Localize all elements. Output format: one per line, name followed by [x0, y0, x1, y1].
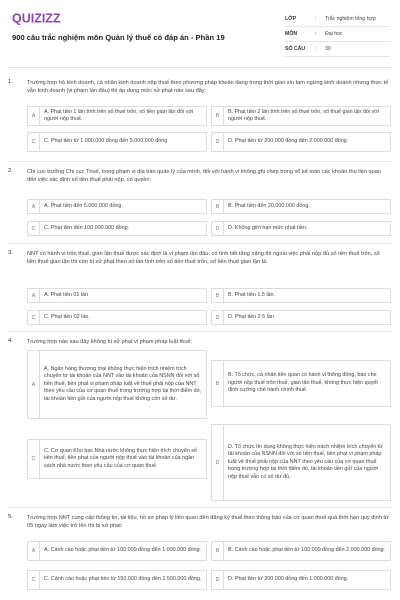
- question-divider: [8, 161, 392, 162]
- header: [0, 0, 400, 62]
- option-text: D. Phạt tiền từ 200.000 đồng đến 2.000.000 đồng: [228, 138, 347, 145]
- quizizz-logo: [12, 10, 64, 26]
- question-text: Trường hợp nào sau đây không bị xử phạt vi phạm pháp luật thuế:: [27, 339, 193, 345]
- question-1: [8, 79, 392, 157]
- option-text: B. Cảnh cáo hoặc phạt tiền từ 100.000 đồng đến 2.000.000 đồng.: [228, 547, 386, 554]
- option-a[interactable]: [27, 350, 207, 419]
- meta-separator: :: [315, 16, 317, 22]
- option-letter: A: [28, 200, 40, 213]
- option-letter: C: [28, 440, 40, 478]
- option-text: A. Ngân hàng thương mại không thực hiện trích nhiệm trích chuyển từ tài khoản của NNT vào tài khoản của NSNN đối với số tiền thuế, tiền phạt vi phạm pháp luật về thuế phải nộp của NNT theo yêu cầu của cơ quan thuế trong trường hợp tại thời điểm đó, tài khoản tiền gửi của người nộp thuế không còn số dư.: [44, 365, 202, 402]
- option-text: A. Phạt tiền 01 lần: [44, 291, 89, 298]
- option-text: C. Cảnh cáo hoặc phạt tiền từ 150.000 đồng đến 1.500.000 đồng.: [44, 576, 202, 583]
- option-d[interactable]: [211, 570, 391, 590]
- option-letter: C: [28, 571, 40, 589]
- option-d[interactable]: [211, 221, 391, 236]
- meta-value: 30: [325, 46, 331, 52]
- option-letter: D: [212, 425, 224, 500]
- question-divider: [8, 331, 392, 332]
- option-text: B. Phạt tiền 1.5 lần.: [228, 291, 276, 298]
- option-letter: B: [212, 289, 224, 302]
- option-a[interactable]: [27, 288, 207, 303]
- option-letter: C: [28, 133, 40, 151]
- option-letter: B: [212, 107, 224, 125]
- option-a[interactable]: [27, 199, 207, 214]
- question-text: Trường hợp NNT cung cấp thông tin, tài liệu, hồ sơ pháp lý liên quan đến đăng ký thuế theo thông báo của cơ quan thuế quá thời hạn quy định từ 05 ngày làm việc trở lên thì bị xử phạt:: [27, 515, 389, 530]
- option-b[interactable]: [211, 288, 391, 303]
- meta-row-count: [285, 42, 390, 57]
- question-divider: [8, 243, 392, 244]
- option-b[interactable]: [211, 199, 391, 214]
- option-text: C. Phạt tiền 02 lần.: [44, 313, 90, 320]
- option-text: C. Phạt tiền đến 100.000.000 đồng.: [44, 224, 130, 231]
- option-letter: D: [212, 133, 224, 151]
- option-text: A. Phạt tiền đến 5.000.000 đồng.: [44, 202, 123, 209]
- option-letter: D: [212, 222, 224, 235]
- option-text: D. Không giới hạn mức phạt tiền.: [228, 224, 308, 231]
- question-number: 4.: [8, 338, 13, 344]
- option-c[interactable]: [27, 439, 207, 479]
- option-letter: D: [212, 311, 224, 324]
- meta-row-subject: [285, 27, 390, 42]
- meta-label: MÔN: [285, 31, 298, 37]
- option-b[interactable]: [211, 106, 391, 126]
- option-letter: B: [212, 361, 224, 406]
- option-letter: C: [28, 222, 40, 235]
- question-number: 5.: [8, 514, 13, 520]
- option-c[interactable]: [27, 310, 207, 325]
- question-number: 1.: [8, 79, 13, 85]
- meta-label: LỚP: [285, 16, 297, 22]
- option-letter: A: [28, 107, 40, 125]
- option-letter: A: [28, 289, 40, 302]
- option-text: B. Phạt tiền 2 lần tính trên số thuế trốn, số thuế gian lận đối với người nộp thuế.: [228, 108, 379, 122]
- option-d[interactable]: [211, 132, 391, 152]
- header-divider: [8, 67, 392, 68]
- option-letter: B: [212, 542, 224, 560]
- meta-label: SỐ CÂU: [285, 46, 306, 52]
- option-letter: D: [212, 571, 224, 589]
- option-a[interactable]: [27, 541, 207, 561]
- option-text: D. Tổ chức tín dụng không thực hiện trách nhiệm trích chuyển từ tài khoản của NSNN đối với số tiền thuế, tiền phạt vi phạm pháp luật về thuế phải nộp của NNT theo yêu cầu của cơ quan thuế trong trường hợp tại thời điểm đó, tài khoản tiền gửi của người nộp thuế vẫn có số dư đủ.: [228, 443, 383, 480]
- option-text: A. Cảnh cáo hoặc phạt tiền từ 100.000 đồng đến 1.000.000 đồng.: [44, 547, 202, 554]
- meta-separator: :: [315, 31, 317, 37]
- option-c[interactable]: [27, 221, 207, 236]
- question-text: NNT có hành vi trốn thuế, gian lận thuế được xác định là vi phạm lần đầu, có tình tiết tăng nặng thì ngoài việc phải nộp đủ số tiền thuế trốn, số tiền thuế gian lận thì còn bị xử phạt theo số lần tính trên số tiền thuế trốn, số tiền thuế gian lận là:: [27, 251, 380, 266]
- svg-text:QUIZIZZ: QUIZIZZ: [12, 11, 61, 26]
- question-text: Chi cục trưởng Chi cục Thuế, trong phạm vi địa bàn quản lý của mình, đối với hành vi không ghi chép trong sổ kế toán các khoản thu liên quan đến việc xác định số tiền thuế phải nộp, có quyền:: [27, 169, 381, 184]
- option-text: C. Cơ quan Kho bạc Nhà nước không thực hiện trích chuyển số tiền thuế, tiền phạt của người nộp thuế vào tài khoản của ngân sách nhà nước theo yêu cầu của cơ quan thuế.: [44, 447, 198, 469]
- meta-separator: :: [315, 46, 317, 52]
- option-text: C. Phạt tiền từ 1.000.000 đồng đến 5.000.000 đồng: [44, 138, 168, 145]
- question-divider: [8, 507, 392, 508]
- meta-row-class: [285, 12, 390, 27]
- option-d[interactable]: [211, 310, 391, 325]
- option-text: B. Tổ chức, cá nhân liên quan có hành vi thông đồng, bao che người nộp thuế trốn thuế, gian lận thuế, không thực hiện quyết định cưỡng chế hành chính thuế.: [228, 372, 378, 394]
- question-5: [8, 514, 392, 598]
- question-4: [8, 338, 392, 506]
- option-text: B. Phạt tiền đến 20.000.000 đồng.: [228, 202, 310, 209]
- option-b[interactable]: [211, 360, 391, 407]
- option-letter: C: [28, 311, 40, 324]
- question-number: 2.: [8, 168, 13, 174]
- question-3: [8, 250, 392, 330]
- option-letter: A: [28, 351, 40, 418]
- option-c[interactable]: [27, 132, 207, 152]
- question-text: Trường hợp hộ kinh doanh, cá nhân kinh doanh nộp thuế theo phương pháp khoán đang trong thời gian xin tạm ngừng kinh doanh nhưng thực tế vẫn kinh doanh (vi phạm lần đầu) thì áp dụng mức xử phạt nào sau đây:: [27, 80, 389, 95]
- option-d[interactable]: [211, 424, 391, 501]
- question-number: 3.: [8, 250, 13, 256]
- option-a[interactable]: [27, 106, 207, 126]
- option-letter: B: [212, 200, 224, 213]
- option-text: A. Phạt tiền 1 lần tính trên số thuế trốn, số tiền gian lận đối với người nộp thuế.: [44, 108, 194, 122]
- option-c[interactable]: [27, 570, 207, 590]
- option-text: D. Phạt tiền từ 200.000 đồng đến 1.000.000 đồng.: [228, 576, 349, 583]
- meta-value: Trắc nghiệm tổng hợp: [325, 16, 376, 22]
- meta-value: Đại học: [325, 31, 343, 37]
- option-text: D. Phạt tiền 2.5 lần: [228, 313, 274, 320]
- question-2: [8, 168, 392, 240]
- meta-table: [285, 12, 390, 57]
- option-letter: A: [28, 542, 40, 560]
- option-b[interactable]: [211, 541, 391, 561]
- page-title: 900 câu trắc nghiệm môn Quản lý thuế có đáp án - Phần 19: [12, 33, 225, 42]
